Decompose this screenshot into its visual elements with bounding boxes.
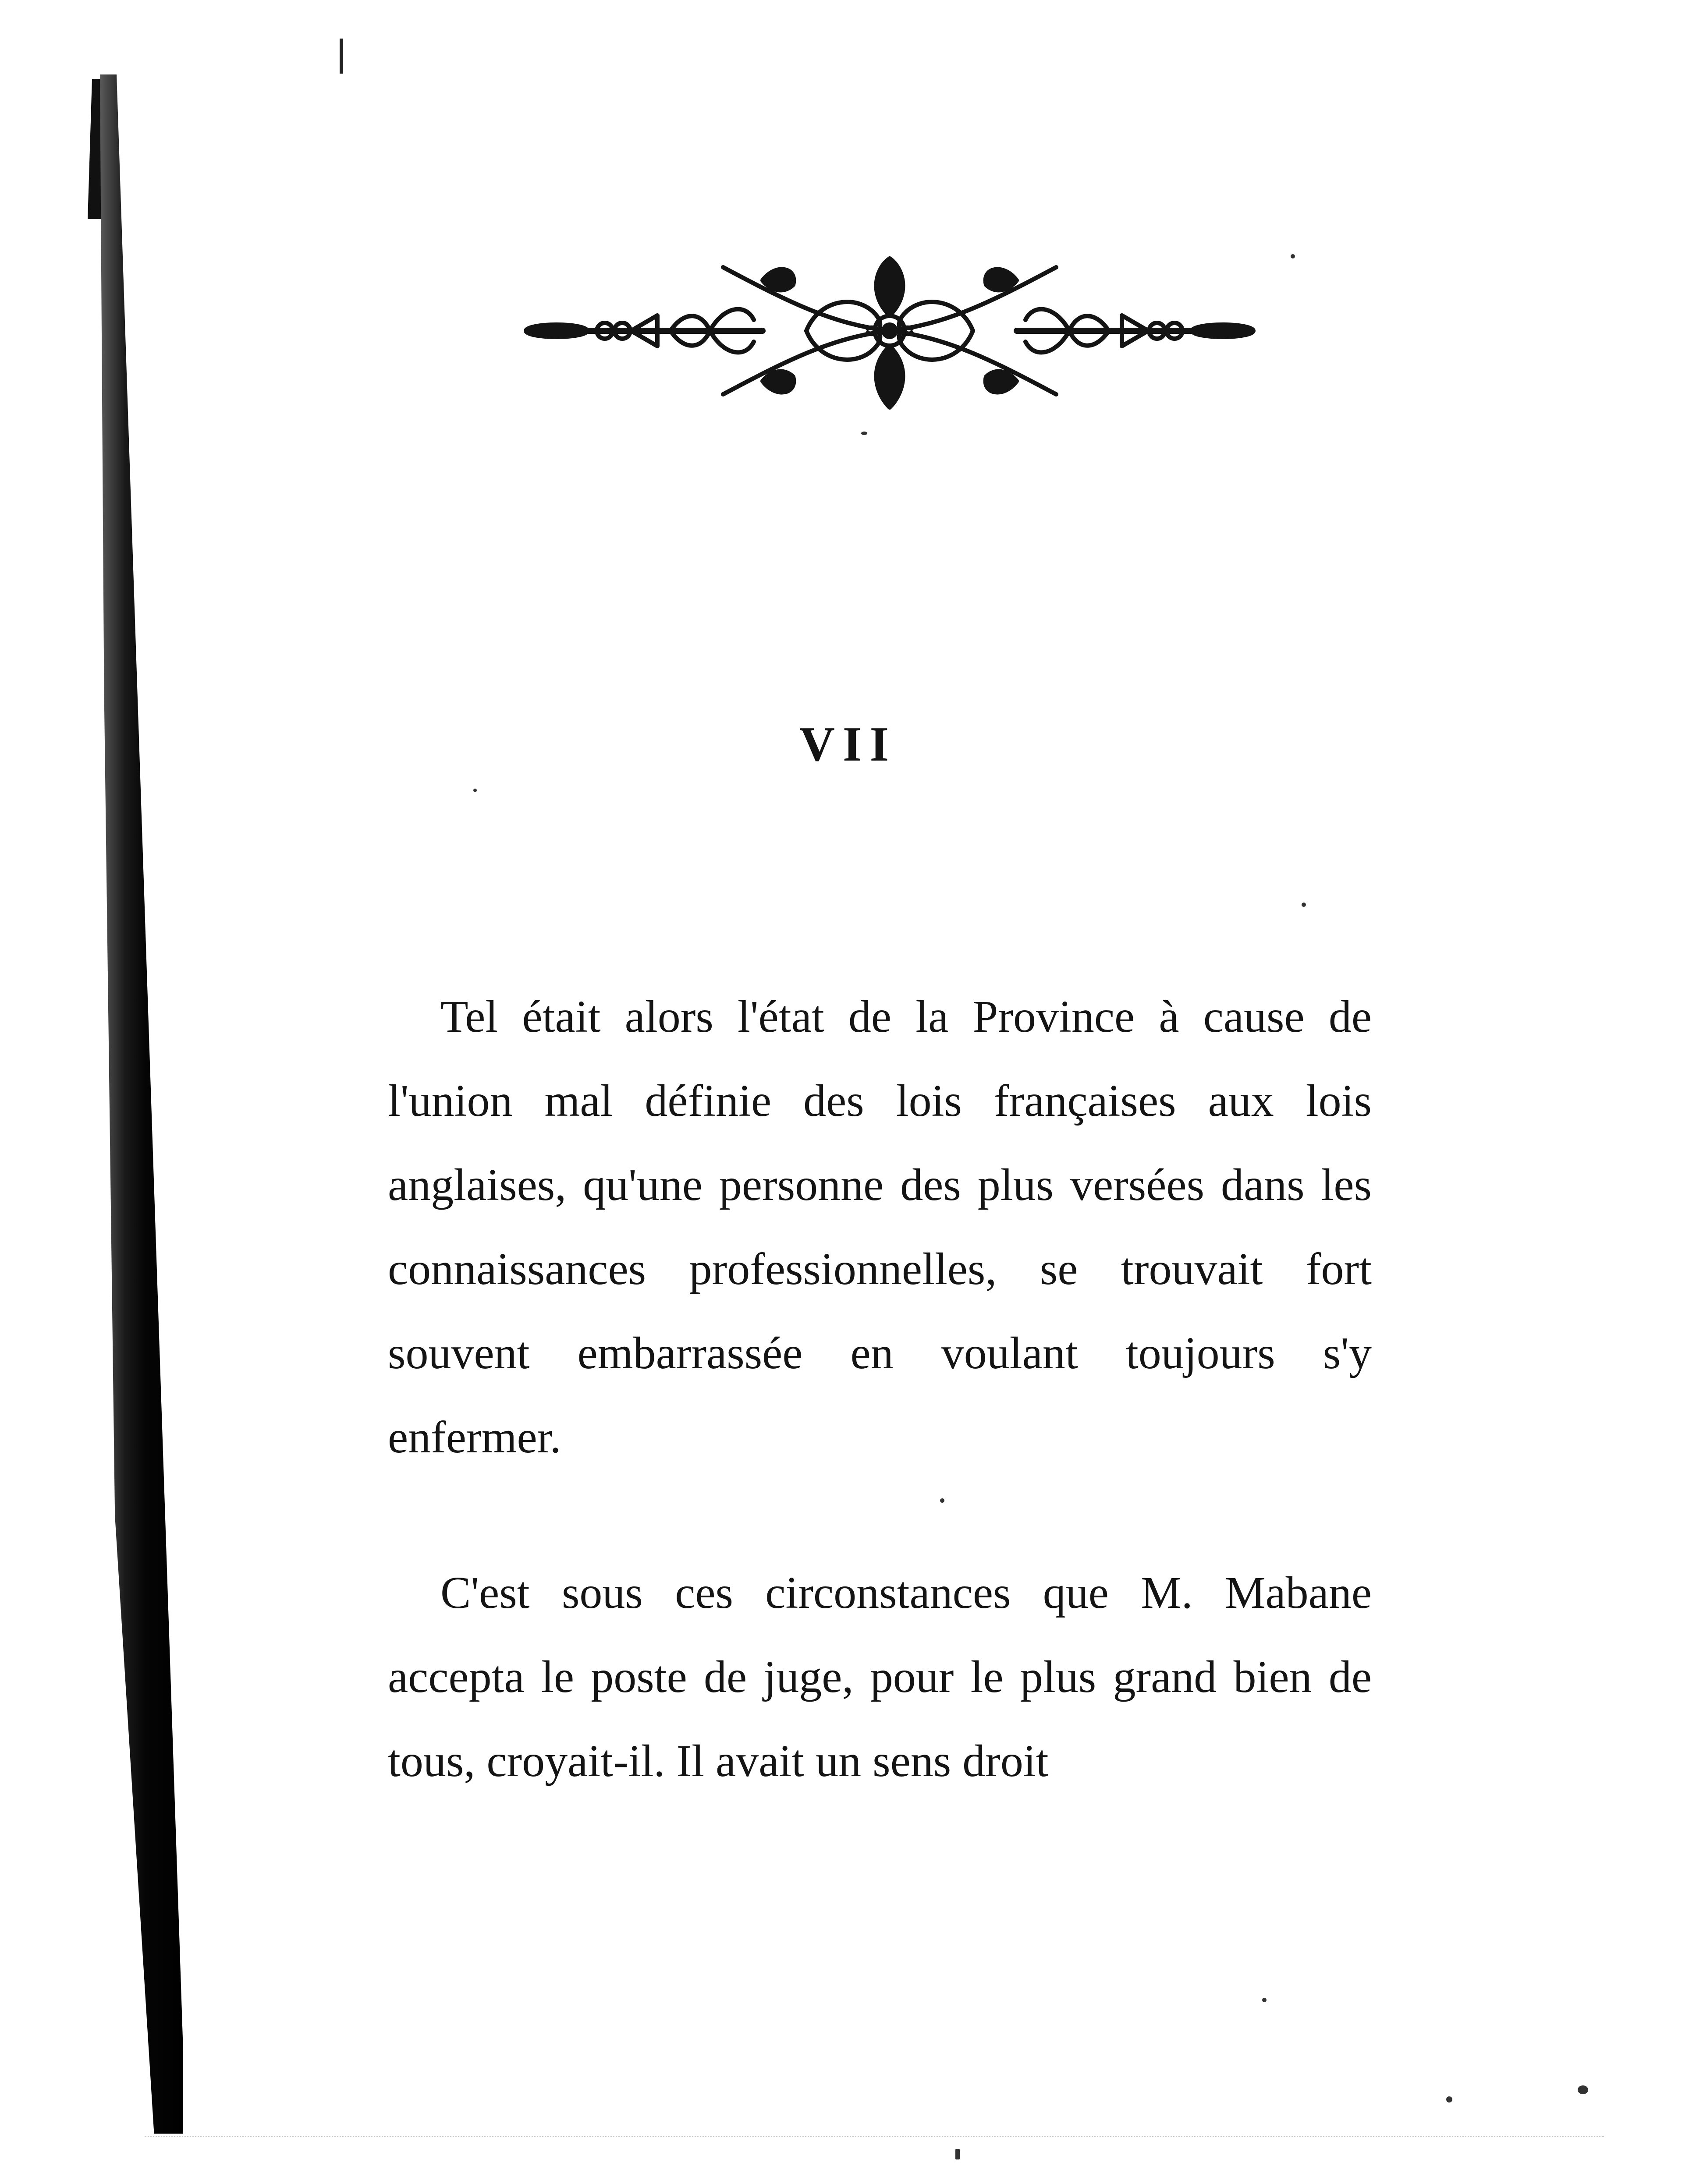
scan-speck <box>1578 2085 1588 2094</box>
scan-speck <box>1291 254 1295 258</box>
scan-speck <box>1302 903 1306 907</box>
scan-bottom-edge <box>145 2136 1604 2137</box>
scan-speck <box>473 789 477 792</box>
scan-speck <box>1446 2096 1452 2103</box>
paragraph-2: C'est sous ces circonstances que M. Mabane accepta le poste de juge, pour le plus grand bien de tous, croyait-il. Il avait un sens droit <box>388 1568 1372 1786</box>
scan-speck <box>955 2149 960 2159</box>
binding-edge-shadow <box>100 74 183 2134</box>
chapter-heading: VII <box>799 717 897 772</box>
paragraph-1: Tel était alors l'état de la Province à cause de l'union mal définie des lois françaises aux lois anglaises, qu'une personne des plus versées dans les connaissances professionnelles, se trouvait fort souvent embarrassée en voulant toujours s'y enfermer. <box>388 991 1372 1462</box>
scan-speck <box>861 432 867 435</box>
scan-tick-mark <box>340 39 343 74</box>
scan-speck <box>1262 1998 1267 2002</box>
floral-scroll-ornament-icon <box>517 254 1262 412</box>
scan-speck <box>940 1498 944 1503</box>
